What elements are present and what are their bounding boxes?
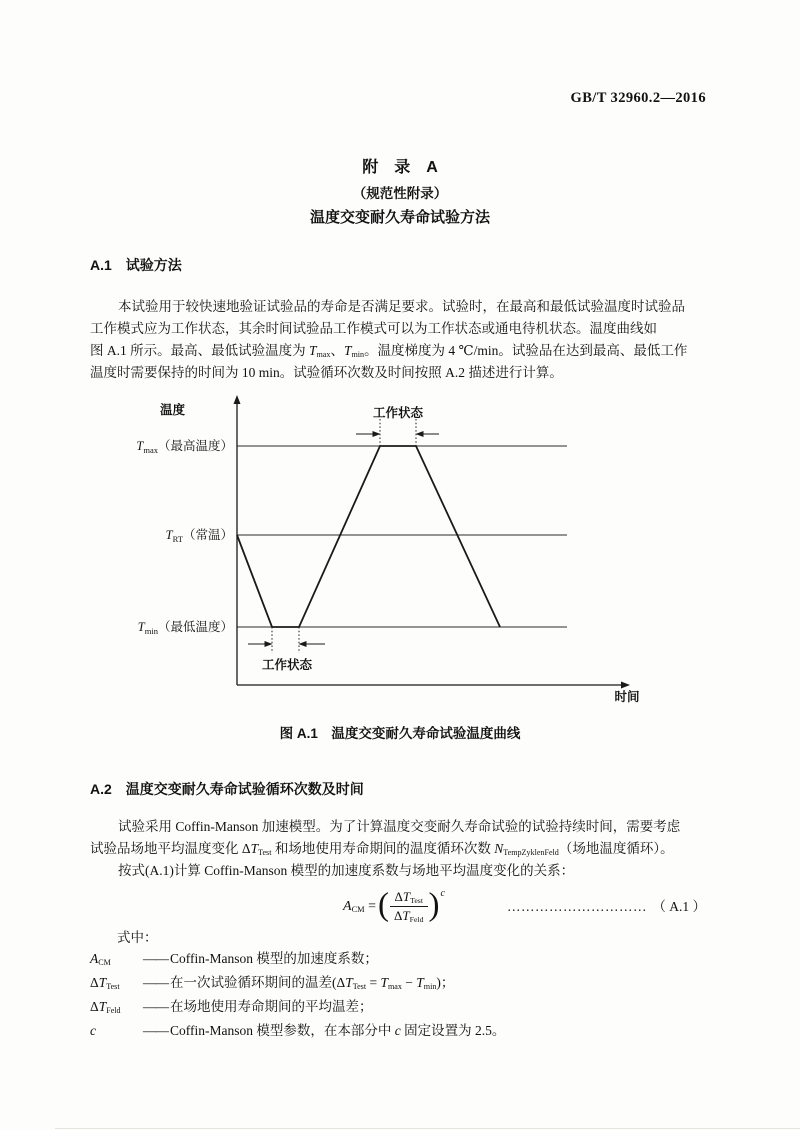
exponent: c	[440, 887, 445, 899]
paragraph-line: 试验采用 Coffin-Manson 加速模型。为了计算温度交变耐久寿命试验的试验持续时间，需要考虑	[118, 819, 681, 834]
definition-dash: ——	[143, 999, 168, 1014]
section-a2-paragraph	[90, 816, 718, 882]
y-axis-title: 温度	[160, 403, 186, 417]
definition-term: c	[90, 1023, 96, 1038]
equation-body	[343, 882, 445, 932]
appendix-title: 附 录 A	[362, 159, 438, 176]
top-operating-state-label: 工作状态	[372, 406, 424, 420]
fraction-numerator: $\Delta T_{Test}$	[394, 888, 423, 905]
paragraph-line: 工作模式应为工作状态，其余时间试验品工作模式可以为工作状态或通电待机状态。温度曲线如	[90, 321, 657, 336]
equation-number	[507, 895, 706, 915]
right-arrow-icon	[373, 431, 381, 437]
paragraph-line: 按式(A.1)计算 Coffin-Manson 模型的加速度系数与场地平均温度变化的关系：	[118, 863, 575, 878]
definition-text: 在场地使用寿命期间的平均温差；	[170, 999, 373, 1014]
definition-row	[90, 971, 718, 995]
standard-code: GB/T 32960.2—2016	[570, 90, 706, 106]
paragraph-line: 本试验用于较快速地验证试验品的寿命是否满足要求。试验时，在最高和最低试验温度时试验品	[118, 299, 685, 314]
section-a2-heading: A.2 温度交变耐久寿命试验循环次数及时间	[90, 781, 364, 797]
definition-dash: ——	[143, 1023, 168, 1038]
tmin-tick-label: $T_{min}$（最低温度）	[137, 620, 233, 636]
tmax-tick-label: $T_{max}$（最高温度）	[137, 439, 233, 455]
equation-a1	[90, 882, 714, 932]
definition-term: $A_{CM}$	[90, 951, 111, 968]
definition-row	[90, 1019, 718, 1043]
figure-a1	[137, 392, 657, 712]
appendix-normative-note: （规范性附录）	[352, 186, 448, 201]
definition-text: Coffin-Manson 模型参数，在本部分中 c 固定设置为 2.5。	[170, 1023, 506, 1038]
fraction	[390, 889, 427, 926]
dot-leader: …………………………	[507, 899, 647, 914]
definition-term: $\Delta T_{Test}$	[90, 975, 120, 992]
definition-term: $\Delta T_{Feld}$	[90, 999, 121, 1016]
definition-row	[90, 947, 718, 971]
section-a1-heading: A.1 试验方法	[90, 257, 182, 273]
temperature-profile-curve	[237, 446, 500, 627]
symbol-definitions	[90, 947, 718, 1043]
x-axis-arrow-icon	[621, 682, 630, 689]
temperature-curve-diagram	[137, 392, 657, 712]
y-axis-arrow-icon	[234, 395, 241, 404]
trt-tick-label: $T_{RT}$（常温）	[165, 528, 233, 544]
paragraph-line: 图 A.1 所示。最高、最低试验温度为 $T_{max}$、$T_{min}$。温度梯度为 4 ℃/min。试验品在达到最高、最低工作	[90, 343, 688, 360]
page-scan-edge	[55, 1128, 800, 1129]
equation-label: （ A.1 ）	[652, 899, 706, 914]
left-arrow-icon	[416, 431, 424, 437]
bottom-operating-state-label: 工作状态	[261, 658, 313, 672]
right-arrow-icon	[265, 641, 273, 647]
definition-dash: ——	[143, 975, 168, 990]
left-paren: (	[378, 886, 390, 923]
fraction-denominator: $\Delta T_{Feld}$	[390, 906, 427, 925]
appendix-method-title: 温度交变耐久寿命试验方法	[309, 209, 490, 226]
definition-row	[90, 995, 718, 1019]
figure-caption: 图 A.1 温度交变耐久寿命试验温度曲线	[279, 726, 521, 741]
paragraph-line: 温度时需要保持的时间为 10 min。试验循环次数及时间按照 A.2 描述进行计算。	[90, 365, 563, 380]
right-paren: )	[428, 886, 440, 923]
left-arrow-icon	[299, 641, 307, 647]
section-a1-paragraph	[90, 296, 718, 384]
paragraph-line: 试验品场地平均温度变化 $\Delta T_{Test}$ 和场地使用寿命期间的温度循环次数 $N_{TempZyklenFeld}$（场地温度循环）。	[90, 841, 674, 858]
where-label: 式中：	[117, 930, 158, 945]
equation-lhs: $A_{CM}$ =	[343, 899, 377, 915]
definition-dash: ——	[143, 951, 168, 966]
definition-text: 在一次试验循环期间的温差$(\Delta T_{Test} = T_{max} - T_{min})$；	[170, 975, 455, 992]
definition-text: Coffin-Manson 模型的加速度系数；	[170, 951, 378, 966]
x-axis-title: 时间	[614, 690, 640, 704]
